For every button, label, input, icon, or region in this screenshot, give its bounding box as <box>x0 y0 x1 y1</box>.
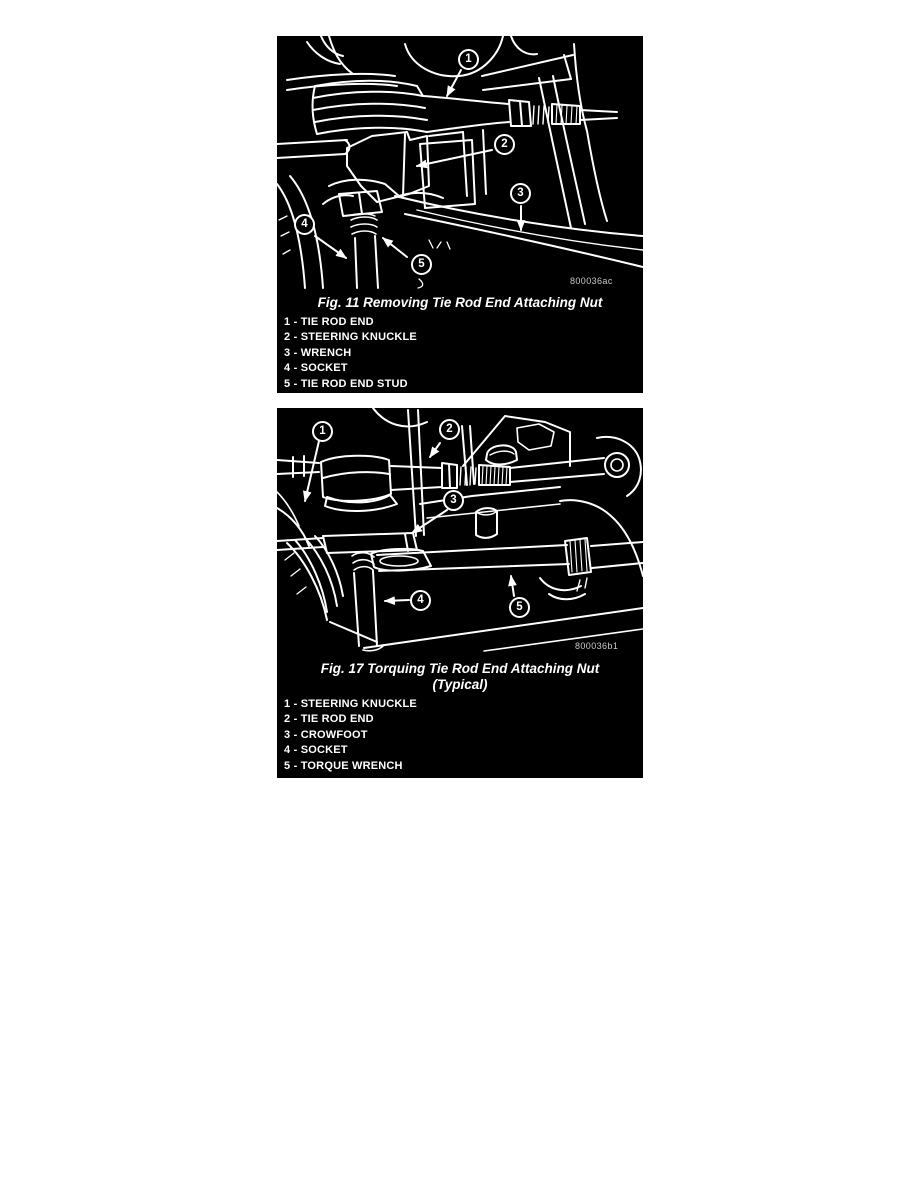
fig11-callout-5: 5 <box>411 254 432 275</box>
fig17-legend-item-2: 2 - TIE ROD END <box>284 713 374 726</box>
fig11-callout-3: 3 <box>510 183 531 204</box>
fig11-legend-item-3: 3 - WRENCH <box>284 346 352 359</box>
fig17-callout-3: 3 <box>443 490 464 511</box>
fig17-legend-item-4: 4 - SOCKET <box>284 744 348 757</box>
fig11-illustration-area <box>277 36 643 292</box>
fig11-callout-1: 1 <box>458 49 479 70</box>
fig17-legend-item-5: 5 - TORQUE WRENCH <box>284 759 403 772</box>
fig17-technical-illustration <box>277 408 643 658</box>
fig11-callout-2: 2 <box>494 134 515 155</box>
fig11-legend-item-1: 1 - TIE ROD END <box>284 316 374 328</box>
fig17-legend-item-3: 3 - CROWFOOT <box>284 728 368 741</box>
fig17-callout-2: 2 <box>439 419 460 440</box>
fig17-caption-line2: (Typical) <box>432 677 488 692</box>
fig11-caption: Fig. 11 Removing Tie Rod End Attaching Nut <box>317 295 603 310</box>
fig11-callout-4: 4 <box>294 214 315 235</box>
figure-panel-fig17 <box>277 408 643 778</box>
fig17-image-code: 800036b1 <box>575 641 619 651</box>
fig17-legend-item-1: 1 - STEERING KNUCKLE <box>284 698 417 710</box>
fig17-callout-4: 4 <box>410 590 431 611</box>
fig17-callout-5: 5 <box>509 597 530 618</box>
figure-panel-fig11 <box>277 36 643 393</box>
fig11-legend-item-4: 4 - SOCKET <box>284 362 348 375</box>
fig11-legend-item-5: 5 - TIE ROD END STUD <box>284 377 408 390</box>
fig11-technical-illustration <box>277 36 643 292</box>
fig11-legend-item-2: 2 - STEERING KNUCKLE <box>284 331 417 344</box>
fig17-legend <box>277 697 643 774</box>
fig11-legend <box>277 315 643 392</box>
fig17-caption: Fig. 17 Torquing Tie Rod End Attaching Nut <box>320 661 600 676</box>
fig17-illustration-area <box>277 408 643 658</box>
fig17-callout-1: 1 <box>312 421 333 442</box>
fig11-image-code: 800036ac <box>570 276 613 286</box>
